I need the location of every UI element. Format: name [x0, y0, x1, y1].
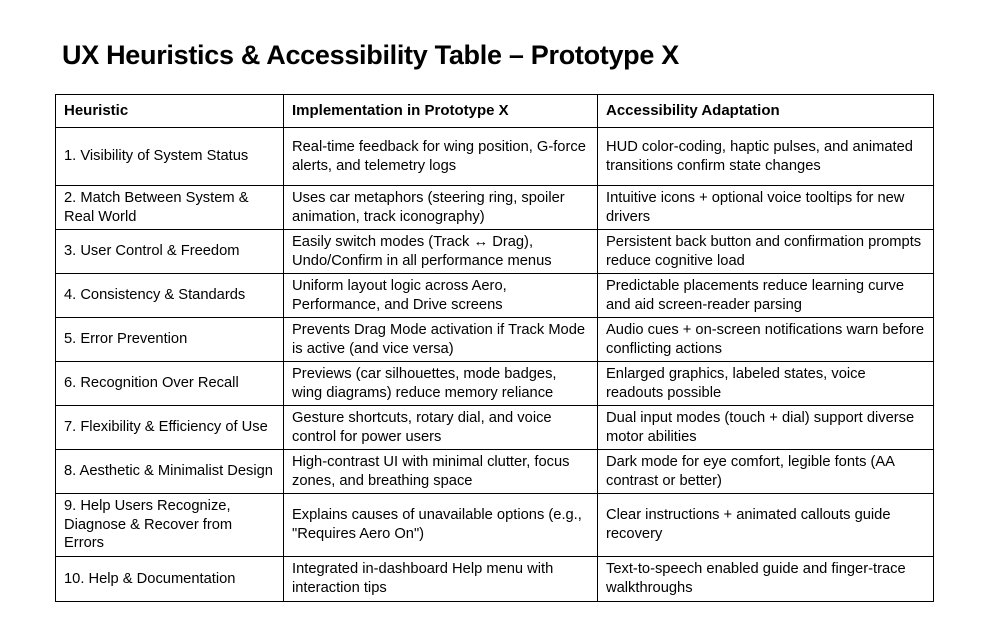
implementation-cell: Previews (car silhouettes, mode badges, wing diagrams) reduce memory reliance: [284, 362, 598, 406]
heuristic-cell: 9. Help Users Recognize, Diagnose & Recover from Errors: [56, 494, 284, 557]
table-row: [56, 494, 934, 557]
header-row: [56, 95, 934, 128]
implementation-cell: Explains causes of unavailable options (e.g., "Requires Aero On"): [284, 494, 598, 557]
heuristic-cell: 8. Aesthetic & Minimalist Design: [56, 450, 284, 494]
table-row: [56, 556, 934, 601]
heuristic-cell: 4. Consistency & Standards: [56, 274, 284, 318]
column-header-heuristic: Heuristic: [56, 95, 284, 128]
table-row: [56, 230, 934, 274]
accessibility-cell: Enlarged graphics, labeled states, voice readouts possible: [598, 362, 934, 406]
accessibility-cell: Dark mode for eye comfort, legible fonts (AA contrast or better): [598, 450, 934, 494]
table-row: [56, 362, 934, 406]
heuristic-cell: 5. Error Prevention: [56, 318, 284, 362]
accessibility-cell: Persistent back button and confirmation prompts reduce cognitive load: [598, 230, 934, 274]
table-row: [56, 450, 934, 494]
accessibility-cell: Predictable placements reduce learning curve and aid screen-reader parsing: [598, 274, 934, 318]
implementation-cell: Real-time feedback for wing position, G-force alerts, and telemetry logs: [284, 128, 598, 186]
accessibility-cell: Audio cues + on-screen notifications warn before conflicting actions: [598, 318, 934, 362]
implementation-cell: Integrated in-dashboard Help menu with interaction tips: [284, 556, 598, 601]
heuristic-cell: 1. Visibility of System Status: [56, 128, 284, 186]
heuristic-cell: 2. Match Between System & Real World: [56, 186, 284, 230]
implementation-cell: Easily switch modes (Track ↔ Drag), Undo/Confirm in all performance menus: [284, 230, 598, 274]
table-row: [56, 186, 934, 230]
heuristic-cell: 6. Recognition Over Recall: [56, 362, 284, 406]
accessibility-cell: Text-to-speech enabled guide and finger-trace walkthroughs: [598, 556, 934, 601]
accessibility-cell: Clear instructions + animated callouts guide recovery: [598, 494, 934, 557]
implementation-cell: High-contrast UI with minimal clutter, focus zones, and breathing space: [284, 450, 598, 494]
accessibility-cell: Dual input modes (touch + dial) support diverse motor abilities: [598, 406, 934, 450]
table-row: [56, 318, 934, 362]
table-row: [56, 128, 934, 186]
heuristic-cell: 3. User Control & Freedom: [56, 230, 284, 274]
heuristic-cell: 7. Flexibility & Efficiency of Use: [56, 406, 284, 450]
implementation-cell: Prevents Drag Mode activation if Track Mode is active (and vice versa): [284, 318, 598, 362]
implementation-cell: Uses car metaphors (steering ring, spoiler animation, track iconography): [284, 186, 598, 230]
table-row: [56, 274, 934, 318]
accessibility-cell: Intuitive icons + optional voice tooltips for new drivers: [598, 186, 934, 230]
page-title: UX Heuristics & Accessibility Table – Prototype X: [62, 40, 680, 70]
column-header-implementation: Implementation in Prototype X: [284, 95, 598, 128]
implementation-cell: Gesture shortcuts, rotary dial, and voice control for power users: [284, 406, 598, 450]
heuristics-table: [55, 94, 934, 602]
implementation-cell: Uniform layout logic across Aero, Performance, and Drive screens: [284, 274, 598, 318]
column-header-accessibility: Accessibility Adaptation: [598, 95, 934, 128]
table-row: [56, 406, 934, 450]
heuristic-cell: 10. Help & Documentation: [56, 556, 284, 601]
accessibility-cell: HUD color-coding, haptic pulses, and animated transitions confirm state changes: [598, 128, 934, 186]
